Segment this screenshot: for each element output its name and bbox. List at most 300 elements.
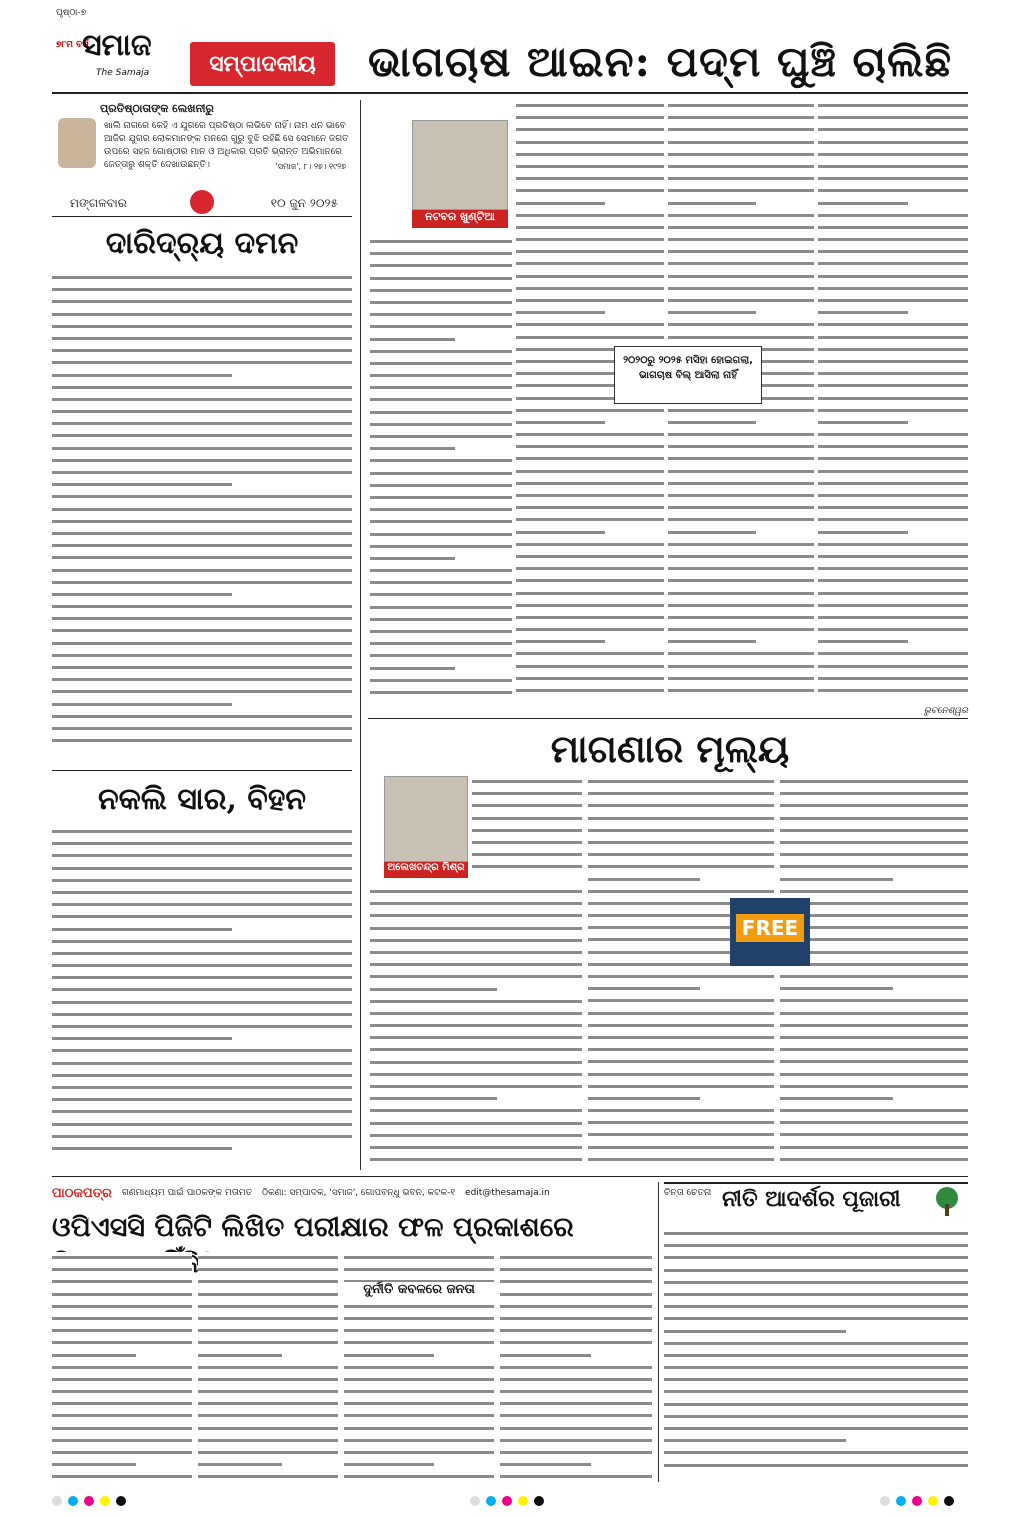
text-line xyxy=(52,601,352,613)
text-line xyxy=(344,1325,494,1337)
text-line xyxy=(818,514,968,526)
text-line xyxy=(52,1021,352,1033)
text-line xyxy=(668,429,814,441)
text-line xyxy=(52,960,352,972)
text-line xyxy=(516,161,664,173)
text-line xyxy=(664,1411,968,1423)
text-line xyxy=(818,673,968,685)
text-line xyxy=(370,443,455,455)
text-line xyxy=(780,971,968,983)
text-line xyxy=(344,1459,434,1471)
text-line xyxy=(668,405,814,417)
text-line xyxy=(780,1129,968,1141)
section-tag: ସମ୍ପାଦକୀୟ xyxy=(190,42,335,86)
text-line xyxy=(516,551,664,563)
text-line xyxy=(818,173,968,185)
right-headline: ନୀତି ଆଦର୍ଶର ପୂଜାରୀ xyxy=(722,1186,901,1212)
text-line xyxy=(344,1447,494,1459)
text-line xyxy=(198,1301,338,1313)
text-line xyxy=(818,100,968,112)
text-line xyxy=(52,650,352,662)
text-line xyxy=(52,686,352,698)
text-line xyxy=(588,861,774,873)
text-line xyxy=(52,1033,232,1045)
text-line xyxy=(588,1020,774,1032)
text-line xyxy=(780,1069,968,1081)
text-line xyxy=(668,624,814,636)
text-line xyxy=(588,1154,774,1166)
text-line xyxy=(516,210,664,222)
text-line xyxy=(344,1252,494,1264)
magenta-dot xyxy=(502,1496,512,1506)
letters-headline: ଓପିଏସସି ପିଜିଟି ଲିଖିତ ପରୀକ୍ଷାର ଫଳ ପ୍ରକାଶରେ xyxy=(52,1212,574,1243)
text-line xyxy=(818,612,968,624)
text-line xyxy=(52,1423,192,1435)
text-line xyxy=(198,1423,338,1435)
text-line xyxy=(668,539,814,551)
text-line xyxy=(588,800,774,812)
dateline-day: ମଙ୍ଗଳବାର xyxy=(70,196,127,210)
text-line xyxy=(818,368,968,380)
text-line xyxy=(52,613,352,625)
text-line xyxy=(664,1374,968,1386)
text-line xyxy=(198,1325,338,1337)
text-line xyxy=(780,983,893,995)
text-line xyxy=(344,1410,494,1422)
right-divider xyxy=(658,1182,659,1482)
text-line xyxy=(780,1020,968,1032)
text-line xyxy=(664,1386,968,1398)
text-line xyxy=(668,332,814,344)
text-line xyxy=(516,636,605,648)
text-line xyxy=(198,1276,338,1288)
text-line xyxy=(588,813,774,825)
letters-col-2 xyxy=(198,1252,338,1484)
text-line xyxy=(370,638,512,650)
text-line xyxy=(668,673,814,685)
text-line xyxy=(668,161,814,173)
text-line xyxy=(52,455,352,467)
text-line xyxy=(516,234,664,246)
text-line xyxy=(198,1350,282,1362)
text-line xyxy=(668,417,756,429)
text-line xyxy=(198,1435,338,1447)
text-line xyxy=(668,551,814,563)
text-line xyxy=(664,1435,846,1447)
text-line xyxy=(370,565,512,577)
text-line xyxy=(668,319,814,331)
text-line xyxy=(344,1471,494,1483)
text-line xyxy=(668,137,814,149)
text-line xyxy=(588,1142,774,1154)
editorial-divider xyxy=(52,770,352,771)
cyan-dot xyxy=(896,1496,906,1506)
text-line xyxy=(52,1143,232,1155)
text-line xyxy=(668,685,814,697)
text-line xyxy=(52,838,352,850)
text-line xyxy=(52,735,352,747)
text-line xyxy=(198,1337,338,1349)
text-line xyxy=(664,1265,968,1277)
text-line xyxy=(500,1459,591,1471)
text-line xyxy=(370,589,512,601)
text-line xyxy=(818,539,968,551)
text-line xyxy=(52,577,352,589)
text-line xyxy=(516,307,605,319)
newspaper-logo xyxy=(52,28,184,84)
yellow-dot xyxy=(100,1496,110,1506)
text-line xyxy=(780,1093,893,1105)
text-line xyxy=(664,1289,968,1301)
text-line xyxy=(370,541,512,553)
text-line xyxy=(370,346,512,358)
magenta-dot xyxy=(84,1496,94,1506)
text-line xyxy=(52,863,352,875)
text-line xyxy=(516,490,664,502)
page-number: ପୃଷ୍ଠା-୭ xyxy=(56,8,87,18)
text-line xyxy=(52,370,232,382)
text-line xyxy=(370,1008,582,1020)
text-line xyxy=(516,441,664,453)
text-line xyxy=(52,479,232,491)
text-line xyxy=(52,1276,192,1288)
yellow-dot xyxy=(518,1496,528,1506)
text-line xyxy=(52,924,232,936)
text-line xyxy=(370,236,512,248)
second-author-caption: ଅଲେଖଚନ୍ଦ୍ର ମିଶ୍ର xyxy=(384,862,468,878)
text-line xyxy=(370,947,582,959)
text-line xyxy=(780,837,968,849)
text-line xyxy=(516,137,664,149)
text-line xyxy=(588,1129,774,1141)
text-line xyxy=(370,984,497,996)
lead-body-col-0 xyxy=(370,236,512,704)
letters-brand: ପାଠକପତ୍ର xyxy=(52,1185,112,1201)
text-line xyxy=(52,850,352,862)
text-line xyxy=(664,1362,968,1374)
text-line xyxy=(52,1398,192,1410)
editorial-1-body xyxy=(52,272,352,752)
text-line xyxy=(52,333,352,345)
text-line xyxy=(52,1325,192,1337)
text-line xyxy=(370,273,512,285)
text-line xyxy=(668,527,756,539)
text-line xyxy=(588,1117,774,1129)
letters-col-4 xyxy=(500,1252,652,1484)
text-line xyxy=(588,971,774,983)
text-line xyxy=(664,1240,968,1252)
text-line xyxy=(52,638,352,650)
text-line xyxy=(370,1020,582,1032)
text-line xyxy=(588,983,700,995)
text-line xyxy=(668,258,814,270)
text-line xyxy=(198,1386,338,1398)
text-line xyxy=(780,800,968,812)
text-line xyxy=(370,935,582,947)
text-line xyxy=(516,149,664,161)
text-line xyxy=(370,1044,582,1056)
logo-subtitle: The Samaja xyxy=(96,68,150,78)
gray-dot xyxy=(880,1496,890,1506)
text-line xyxy=(52,887,352,899)
text-line xyxy=(52,540,352,552)
text-line xyxy=(370,1069,582,1081)
letters-rule xyxy=(52,1176,968,1177)
text-line xyxy=(588,825,774,837)
text-line xyxy=(516,466,664,478)
text-line xyxy=(52,552,352,564)
text-line xyxy=(516,258,664,270)
text-line xyxy=(52,1362,192,1374)
text-line xyxy=(52,1082,352,1094)
second-body-a xyxy=(472,776,582,884)
text-line xyxy=(370,419,512,431)
text-line xyxy=(370,370,512,382)
text-line xyxy=(668,246,814,258)
founder-text: ଖାଲି ନାଗରେ କେହି ଏ ଯୁଗରେ ପ୍ରତିଷ୍ଠା ଲଭିବେ ନାହିଁ। ନାମ ଧନ ଭାବେ ଆଜିର ଯୁଗର ଲୋକମାନଙ୍କ ମନରେ ଗୁରୁ ବୁଝି ରହିଛି ସେ ସେମାନେ ଜଗତ ଉପରେ ସହଜ ଗୋଷ୍ଠୀର ମାନ ଓ ଅଧିକାର ପ୍ରତି ଭ୍ରାନ୍ତ ଅଭିମାନରେ ଜେତ୍ତାରୁ ଶକ୍ତି ଦେଖାଉଛନ୍ତି। xyxy=(104,121,349,170)
text-line xyxy=(818,393,968,405)
text-line xyxy=(818,624,968,636)
text-line xyxy=(198,1410,338,1422)
text-line xyxy=(52,625,352,637)
text-line xyxy=(818,198,908,210)
text-line xyxy=(344,1386,494,1398)
text-line xyxy=(52,972,352,984)
text-line xyxy=(516,405,664,417)
text-line xyxy=(668,222,814,234)
text-line xyxy=(52,1471,192,1483)
text-line xyxy=(52,284,352,296)
right-column-body xyxy=(664,1228,968,1484)
black-dot xyxy=(944,1496,954,1506)
text-line xyxy=(818,429,968,441)
text-line xyxy=(370,407,512,419)
spacer xyxy=(370,96,406,97)
text-line xyxy=(818,210,968,222)
pen-icon xyxy=(190,190,214,214)
second-body-d xyxy=(780,776,968,1168)
text-line xyxy=(370,394,512,406)
text-line xyxy=(52,406,352,418)
text-line xyxy=(370,663,455,675)
text-line xyxy=(668,466,814,478)
text-line xyxy=(472,837,582,849)
text-line xyxy=(344,1362,494,1374)
text-line xyxy=(668,514,814,526)
text-line xyxy=(500,1337,652,1349)
text-line xyxy=(516,319,664,331)
text-line xyxy=(370,358,512,370)
text-line xyxy=(198,1374,338,1386)
text-line xyxy=(516,222,664,234)
text-line xyxy=(588,776,774,788)
text-line xyxy=(198,1471,338,1483)
text-line xyxy=(370,996,582,1008)
text-line xyxy=(588,1105,774,1117)
text-line xyxy=(818,527,908,539)
text-line xyxy=(500,1362,652,1374)
text-line xyxy=(818,307,908,319)
text-line xyxy=(52,1106,352,1118)
text-line xyxy=(516,539,664,551)
text-line xyxy=(818,234,968,246)
text-line xyxy=(370,910,582,922)
text-line xyxy=(370,650,512,662)
text-line xyxy=(818,149,968,161)
text-line xyxy=(664,1460,968,1472)
text-line xyxy=(588,995,774,1007)
text-line xyxy=(818,405,968,417)
text-line xyxy=(500,1313,652,1325)
text-line xyxy=(370,687,512,699)
masthead-rule xyxy=(52,92,968,94)
text-line xyxy=(52,936,352,948)
text-line xyxy=(516,588,664,600)
text-line xyxy=(664,1228,968,1240)
text-line xyxy=(52,565,352,577)
text-line xyxy=(668,112,814,124)
text-line xyxy=(588,1093,700,1105)
text-line xyxy=(516,429,664,441)
text-line xyxy=(472,825,582,837)
author-photo xyxy=(412,120,508,210)
text-line xyxy=(818,356,968,368)
text-line xyxy=(668,307,756,319)
text-line xyxy=(370,1130,582,1142)
text-line xyxy=(818,551,968,563)
text-line xyxy=(516,502,664,514)
text-line xyxy=(52,1386,192,1398)
text-line xyxy=(818,258,968,270)
magenta-dot xyxy=(912,1496,922,1506)
text-line xyxy=(588,849,774,861)
text-line xyxy=(52,491,352,503)
text-line xyxy=(370,1142,582,1154)
text-line xyxy=(818,246,968,258)
text-line xyxy=(516,124,664,136)
text-line xyxy=(780,1056,968,1068)
text-line xyxy=(818,124,968,136)
text-line xyxy=(370,431,512,443)
text-line xyxy=(516,673,664,685)
text-line xyxy=(52,1070,352,1082)
text-line xyxy=(818,588,968,600)
text-line xyxy=(818,344,968,356)
registration-marks-right xyxy=(880,1496,954,1506)
text-line xyxy=(198,1252,338,1264)
black-dot xyxy=(116,1496,126,1506)
text-line xyxy=(52,1350,136,1362)
text-line xyxy=(780,813,968,825)
text-line xyxy=(370,614,512,626)
text-line xyxy=(780,825,968,837)
text-line xyxy=(52,984,352,996)
text-line xyxy=(500,1398,652,1410)
text-line xyxy=(500,1350,591,1362)
text-line xyxy=(668,478,814,490)
text-line xyxy=(780,788,968,800)
tree-icon xyxy=(932,1186,962,1218)
text-line xyxy=(344,1313,494,1325)
text-line xyxy=(370,285,512,297)
letters-email[interactable]: edit@thesamaja.in xyxy=(465,1188,550,1198)
second-body-b xyxy=(370,886,582,1168)
right-tag: ଚିନ୍ତା ଚେତନା xyxy=(664,1188,712,1198)
text-line xyxy=(668,234,814,246)
text-line xyxy=(52,504,352,516)
dateline-date: ୧୦ ଜୁନ ୨୦୨୫ xyxy=(270,196,338,210)
text-line xyxy=(516,271,664,283)
text-line xyxy=(370,529,512,541)
pull-quote: ୨୦୨୦ରୁ ୨୦୨୫ ମସିହା ହୋଇଗଲା, ଭାଗଚାଷ ବିଲ୍ ଆସିଲା ନାହିଁ xyxy=(614,346,762,404)
text-line xyxy=(198,1289,338,1301)
text-line xyxy=(52,1447,192,1459)
logo-years: ୭୮ମ ବର୍ଷ xyxy=(56,40,89,50)
text-line xyxy=(52,875,352,887)
second-headline: ମାଗଣାର ମୂଲ୍ୟ xyxy=(550,726,790,771)
text-line xyxy=(516,478,664,490)
text-line xyxy=(780,1105,968,1117)
text-line xyxy=(52,1289,192,1301)
text-line xyxy=(472,849,582,861)
text-line xyxy=(500,1374,652,1386)
text-line xyxy=(500,1264,652,1276)
text-line xyxy=(668,490,814,502)
text-line xyxy=(52,1045,352,1057)
text-line xyxy=(818,319,968,331)
text-line xyxy=(818,600,968,612)
text-line xyxy=(500,1289,652,1301)
text-line xyxy=(516,283,664,295)
text-line xyxy=(370,1154,582,1166)
text-line xyxy=(780,886,968,898)
text-line xyxy=(818,648,968,660)
text-line xyxy=(818,380,968,392)
text-line xyxy=(588,837,774,849)
text-line xyxy=(370,260,512,272)
text-line xyxy=(52,899,352,911)
text-line xyxy=(52,443,352,455)
text-line xyxy=(52,382,352,394)
text-line xyxy=(516,198,605,210)
text-line xyxy=(370,309,512,321)
text-line xyxy=(52,1435,192,1447)
text-line xyxy=(500,1325,652,1337)
text-line xyxy=(472,800,582,812)
letters-subhead: ଦୁର୍ନୀତି କବଳରେ ଜନତା xyxy=(344,1282,494,1297)
text-line xyxy=(198,1362,338,1374)
text-line xyxy=(52,321,352,333)
text-line xyxy=(52,711,352,723)
letters-note: ଗଣମାଧ୍ୟମ ପାଇଁ ପାଠକଙ୍କ ମତାମତ xyxy=(121,1188,253,1198)
text-line xyxy=(664,1301,968,1313)
text-line xyxy=(818,453,968,465)
cyan-dot xyxy=(486,1496,496,1506)
text-line xyxy=(818,295,968,307)
text-line xyxy=(668,124,814,136)
lead-headline: ଭାଗଚାଷ ଆଇନ: ପଦ୍ମ ଘୁଞ୍ଚି ଚାଲିଛି xyxy=(368,37,953,86)
text-line xyxy=(198,1459,282,1471)
text-line xyxy=(780,1154,968,1166)
text-line xyxy=(52,1313,192,1325)
text-line xyxy=(664,1423,968,1435)
text-line xyxy=(588,874,700,886)
text-line xyxy=(52,1252,192,1264)
text-line xyxy=(344,1337,494,1349)
lead-body-col-3 xyxy=(818,100,968,704)
text-line xyxy=(198,1264,338,1276)
lead-signature: ଭୁବନେଶ୍ୱର xyxy=(923,706,968,716)
